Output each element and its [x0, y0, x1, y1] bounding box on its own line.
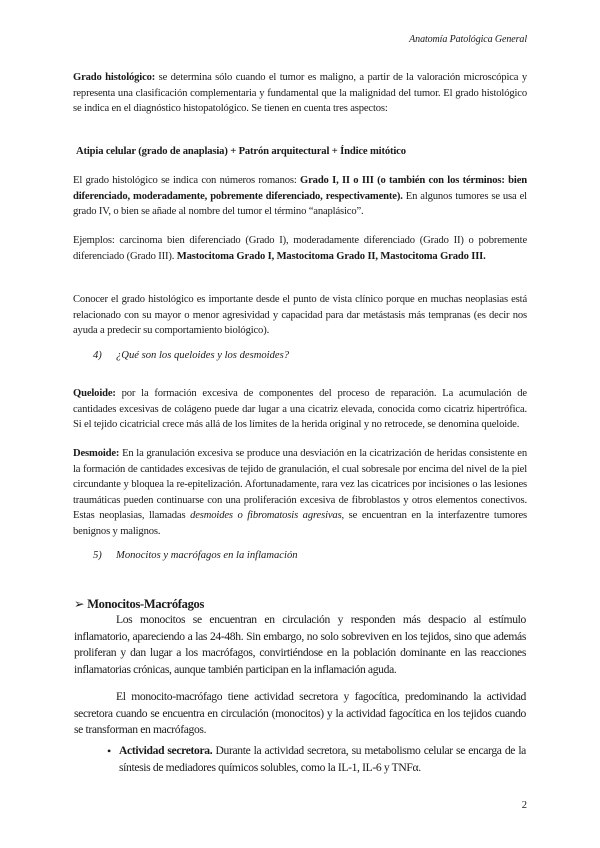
examples-bold: Mastocitoma Grado I, Mastocitoma Grado II, Mastocitoma Grado III.	[176, 250, 486, 262]
question-4	[93, 350, 289, 361]
question-4-text: ¿Qué son los queloides y los desmoides?	[116, 350, 290, 361]
grado-label: Grado histológico:	[73, 72, 156, 83]
running-header: Anatomía Patológica General	[409, 34, 527, 45]
grado-text: se determina sólo cuando el tumor es maligno, a partir de la valoración microscópica y representa una clasificación complementaria y fundamental que la malignidad del tumor. El grado histológico se indica en el diagnóstico histopatológico. Se tienen en cuenta tres aspectos:	[73, 72, 527, 115]
question-4-number: 4)	[93, 350, 102, 361]
actividad-secretora-paragraph	[119, 743, 526, 776]
desmoide-paragraph	[73, 446, 527, 540]
question-5-text: Monocitos y macrófagos en la inflamación	[116, 550, 298, 561]
page-number: 2	[521, 800, 527, 811]
monocitos-heading	[74, 596, 204, 612]
examples-paragraph	[73, 233, 527, 264]
queloide-label: Queloide:	[73, 388, 116, 399]
roman-intro: El grado histológico se indica con números romanos:	[73, 175, 301, 186]
bullet-icon: •	[107, 744, 112, 758]
roman-bold: Grado I, II o III (o también con los términos: bien diferenciado, moderadamente, pobremente diferenciado, respectivamente).	[73, 175, 527, 202]
desmoide-italic: desmoides o fibromatosis agresivas	[190, 510, 342, 522]
question-5	[93, 550, 298, 561]
monocitos-paragraph-2: El monocito-macrófago tiene actividad secretora y fagocítica, predominando la actividad secretora cuando se encuentra en circulación (monocitos) y la actividad fagocítica en los tejidos cuando se transforman en macrófagos.	[74, 690, 526, 737]
desmoide-label: Desmoide:	[73, 448, 120, 459]
roman-rest: En algunos tumores se usa el grado IV, o bien se añade al nombre del tumor el término “anaplásico”.	[73, 190, 527, 218]
monocitos-paragraph-1: Los monocitos se encuentran en circulación y responden más despacio al estímulo inflamatorio, apareciendo a las 24-48h. Sin embargo, no solo sobreviven en los tejidos, sino que además proliferan y dan lugar a los macrófagos, convirtiéndose en la población dominante en las reacciones inflamatorias crónicas, aunque también participan en la inflamación aguda.	[74, 613, 526, 676]
queloide-text: por la formación excesiva de componentes del proceso de reparación. La acumulación de cantidades excesivas de colágeno puede dar lugar a una cicatriz elevada, conocida como cicatriz hipertrófica. Si el tejido cicatricial crece más allá de los límites de la herida original y no retrocede, se denomina queloide.	[73, 388, 527, 431]
actividad-secretora-text: Durante la actividad secretora, su metabolismo celular se encarga de la síntesis de mediadores químicos solubles, como la IL-1, IL-6 y TNFα.	[119, 744, 526, 774]
grado-formula: Atipia celular (grado de anaplasia) + Patrón arquitectural + Índice mitótico	[76, 146, 406, 157]
grado-paragraph	[73, 70, 527, 117]
desmoide-text-end: , se encuentran en la interfazentre tumores benignos y malignos.	[73, 510, 527, 537]
importance-paragraph: Conocer el grado histológico es importante desde el punto de vista clínico porque en muchas neoplasias está relacionado con su mayor o menor agresividad y capacidad para dar metástasis más tempranas (es decir nos ayuda a predecir su comportamiento biológico).	[73, 294, 527, 337]
question-5-number: 5)	[93, 550, 102, 561]
desmoide-text: En la granulación excesiva se produce una desviación en la cicatrización de heridas consistente en la formación de cantidades excesivas de tejido de granulación, el cual sobresale por encima del nivel de la piel circundante y bloquea la re-epitelización. Afortunadamente, rara vez las cicatrices por incisiones o las lesiones traumáticas pueden continuarse con una proliferación excesiva de fibroblastos y otros elementos conectivos. Estas neoplasias, llamadas	[73, 448, 527, 522]
examples-text: Ejemplos: carcinoma bien diferenciado (Grado I), moderadamente diferenciado (Grado II) o pobremente diferenciado (Grado III).	[73, 235, 527, 262]
actividad-secretora-label: Actividad secretora.	[119, 744, 213, 757]
monocitos-heading-text: Monocitos-Macrófagos	[87, 597, 205, 611]
queloide-paragraph	[73, 386, 527, 433]
roman-paragraph	[73, 173, 527, 220]
arrow-bullet-icon: ➢	[74, 597, 85, 611]
